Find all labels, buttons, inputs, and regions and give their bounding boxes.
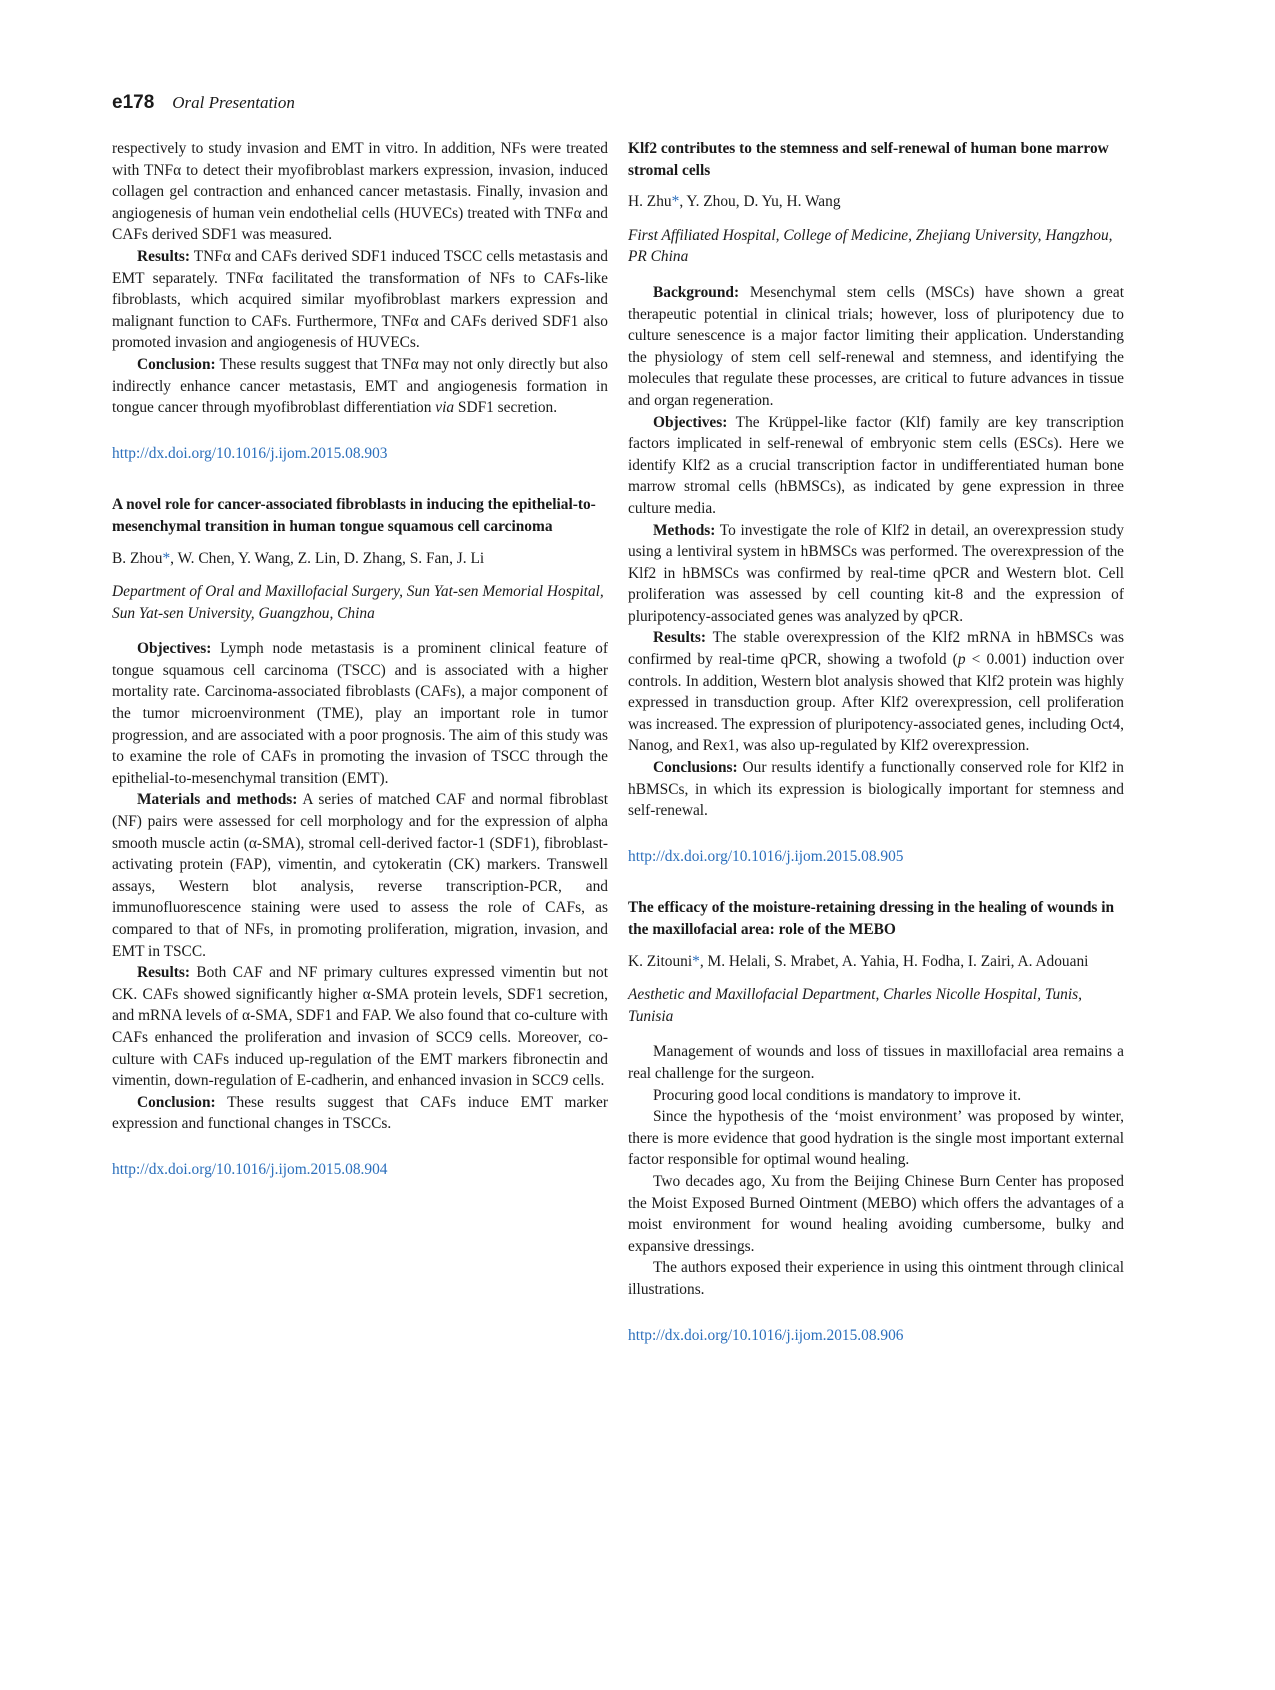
background-paragraph: Background: Mesenchymal stem cells (MSCs) have shown a great therapeutic potential in clinical trials; however, loss of pluripotency due to culture senescence is a major factor limiting their application. Understanding the physiology of stem cell self-renewal and stemness, and identifying the molecules that regulate these processes, are critical to future advances in tissue and organ regeneration. [628,283,1124,409]
paragraph: Management of wounds and loss of tissues in maxillofacial area remains a real challenge for the surgeon. [628,1043,1124,1082]
abstract-905 [628,138,1124,867]
methods-paragraph: Materials and methods: A series of matched CAF and normal fibroblast (NF) pairs were assessed for cell morphology and for the expression of alpha smooth muscle actin (α-SMA), stromal cell-derived factor-1 (SDF1), fibroblast-activating protein (FAP), vimentin, and cytokeratin (CK) markers. Transwell assays, Western blot analysis, reverse transcription-PCR, and immunofluorescence staining were used to assess the role of CAFs, as compared to that of NFs, in promoting proliferation, migration, invasion, and EMT in TSCC. [112,791,608,960]
section-label: Objectives: [137,640,212,658]
author-list: K. Zitouni*, M. Helali, S. Mrabet, A. Yahia, H. Fodha, I. Zairi, A. Adouani [628,952,1089,970]
section-label: Results: [653,629,707,647]
paragraph: respectively to study invasion and EMT in vitro. In addition, NFs were treated with TNFα to detect their myofibroblast markers expression, invasion, induced collagen gel contraction and enhanced cancer metastasis. Finally, invasion and angiogenesis of human vein endothelial cells (HUVECs) treated with TNFα and CAFs derived SDF1 was measured. [112,140,608,244]
right-column [628,138,1124,1346]
doi-link[interactable]: http://dx.doi.org/10.1016/j.ijom.2015.08.903 [112,444,388,462]
corresponding-author-mark: * [671,193,680,211]
section-label: Conclusion: [137,355,216,373]
author-list: B. Zhou*, W. Chen, Y. Wang, Z. Lin, D. Zhang, S. Fan, J. Li [112,549,485,567]
section-label: Materials and methods: [137,791,298,809]
methods-paragraph: Methods: To investigate the role of Klf2 in detail, an overexpression study using a lentiviral system in hBMSCs was performed. The overexpression of the Klf2 in hBMSCs was confirmed by real-time qPCR and Western blot. Cell proliferation was assessed by cell counting kit-8 and the expression of pluripotency-associated genes was analyzed by qPCR. [628,521,1124,625]
affiliation: Aesthetic and Maxillofacial Department, Charles Nicolle Hospital, Tunis, Tunisia [628,986,1082,1025]
page-header [112,92,295,116]
conclusions-paragraph: Conclusions: Our results identify a functionally conserved role for Klf2 in hBMSCs, in which its expression is biologically important for stemness and self-renewal. [628,759,1124,820]
paragraph: The authors exposed their experience in using this ointment through clinical illustrations. [628,1259,1124,1298]
section-label: Methods: [653,521,716,539]
doi-link[interactable]: http://dx.doi.org/10.1016/j.ijom.2015.08.906 [628,1326,904,1344]
objectives-paragraph: Objectives: Lymph node metastasis is a prominent clinical feature of tongue squamous cell carcinoma (TSCC) and is associated with a higher mortality rate. Carcinoma-associated fibroblasts (CAFs), a major component of the tumor microenvironment (TME), play an important role in tumor progression, and are associated with a poor prognosis. The aim of this study was to examine the role of CAFs in promoting the invasion of TSCC through the epithelial-to-mesenchymal transition (EMT). [112,640,608,787]
section-label: Results: [137,964,191,982]
left-column [112,138,608,1181]
author-list: H. Zhu*, Y. Zhou, D. Yu, H. Wang [628,193,841,211]
abstract-title: The efficacy of the moisture-retaining dressing in the healing of wounds in the maxillofacial area: role of the MEBO [628,899,1115,938]
doi-link[interactable]: http://dx.doi.org/10.1016/j.ijom.2015.08.904 [112,1160,388,1178]
results-paragraph: Results: The stable overexpression of the Klf2 mRNA in hBMSCs was confirmed by real-time qPCR, showing a twofold (p < 0.001) induction over controls. In addition, Western blot analysis showed that Klf2 protein was highly expressed in transduction group. After Klf2 overexpression, cell proliferation was increased. The expression of pluripotency-associated genes, including Oct4, Nanog, and Rex1, was also up-regulated by Klf2 overexpression. [628,629,1124,755]
abstract-906 [628,897,1124,1346]
section-label: Conclusion: [137,1093,216,1111]
affiliation: Department of Oral and Maxillofacial Surgery, Sun Yat-sen Memorial Hospital, Sun Yat-sen University, Guangzhou, China [112,583,604,622]
doi-link[interactable]: http://dx.doi.org/10.1016/j.ijom.2015.08.905 [628,847,904,865]
section-label: Objectives: [653,413,728,431]
corresponding-author-mark: * [162,549,171,567]
page-number: e178 [112,92,155,113]
objectives-paragraph: Objectives: The Krüppel-like factor (Klf) family are key transcription factors implicated in self-renewal of embryonic stem cells (ESCs). Here we identify Klf2 as a crucial transcription factor in undifferentiated human bone marrow stromal cells (hBMSCs), as indicated by gene expression in three culture media. [628,413,1124,517]
section-title: Oral Presentation [172,93,295,112]
results-paragraph: Results: TNFα and CAFs derived SDF1 induced TSCC cells metastasis and EMT separately. TNFα facilitated the transformation of NFs to CAFs-like fibroblasts, which acquired similar myofibroblast markers expression and malignant function to CAFs. Furthermore, TNFα and CAFs derived SDF1 also promoted invasion and angiogenesis of HUVECs. [112,247,608,352]
abstract-title: Klf2 contributes to the stemness and self-renewal of human bone marrow stromal cells [628,140,1109,179]
paragraph: Two decades ago, Xu from the Beijing Chinese Burn Center has proposed the Moist Exposed Burned Ointment (MEBO) which offers the advantages of a moist environment for wound healing avoiding cumbersome, bulky and expansive dressings. [628,1172,1124,1255]
paragraph: Since the hypothesis of the ‘moist environment’ was proposed by winter, there is more evidence that good hydration is the single most important external factor responsible for optimal wound healing. [628,1108,1124,1169]
paragraph: Procuring good local conditions is mandatory to improve it. [653,1086,1022,1104]
results-paragraph: Results: Both CAF and NF primary cultures expressed vimentin but not CK. CAFs showed significantly higher α-SMA protein levels, SDF1 secretion, and mRNA levels of α-SMA, SDF1 and FAP. We also found that co-culture with CAFs enhanced the proliferation and invasion of SCC9 cells. Moreover, co-culture with CAFs induced up-regulation of the EMT markers fibronectin and vimentin, down-regulation of E-cadherin, and enhanced invasion in SCC9 cells. [112,964,608,1090]
conclusion-paragraph: Conclusion: These results suggest that TNFα may not only directly but also indirectly enhance cancer metastasis, EMT and angiogenesis formation in tongue cancer through myofibroblast differentiation via SDF1 secretion. [112,355,608,417]
conclusion-paragraph: Conclusion: These results suggest that CAFs induce EMT marker expression and functional changes in TSCCs. [112,1093,608,1133]
abstract-title: A novel role for cancer-associated fibroblasts in inducing the epithelial-to-mesenchymal transition in human tongue squamous cell carcinoma [112,496,596,535]
section-label: Results: [137,247,191,265]
section-label: Background: [653,283,740,301]
section-label: Conclusions: [653,759,738,777]
abstract-904 [112,494,608,1180]
corresponding-author-mark: * [692,952,700,970]
affiliation: First Affiliated Hospital, College of Medicine, Zhejiang University, Hangzhou, PR China [628,226,1113,266]
